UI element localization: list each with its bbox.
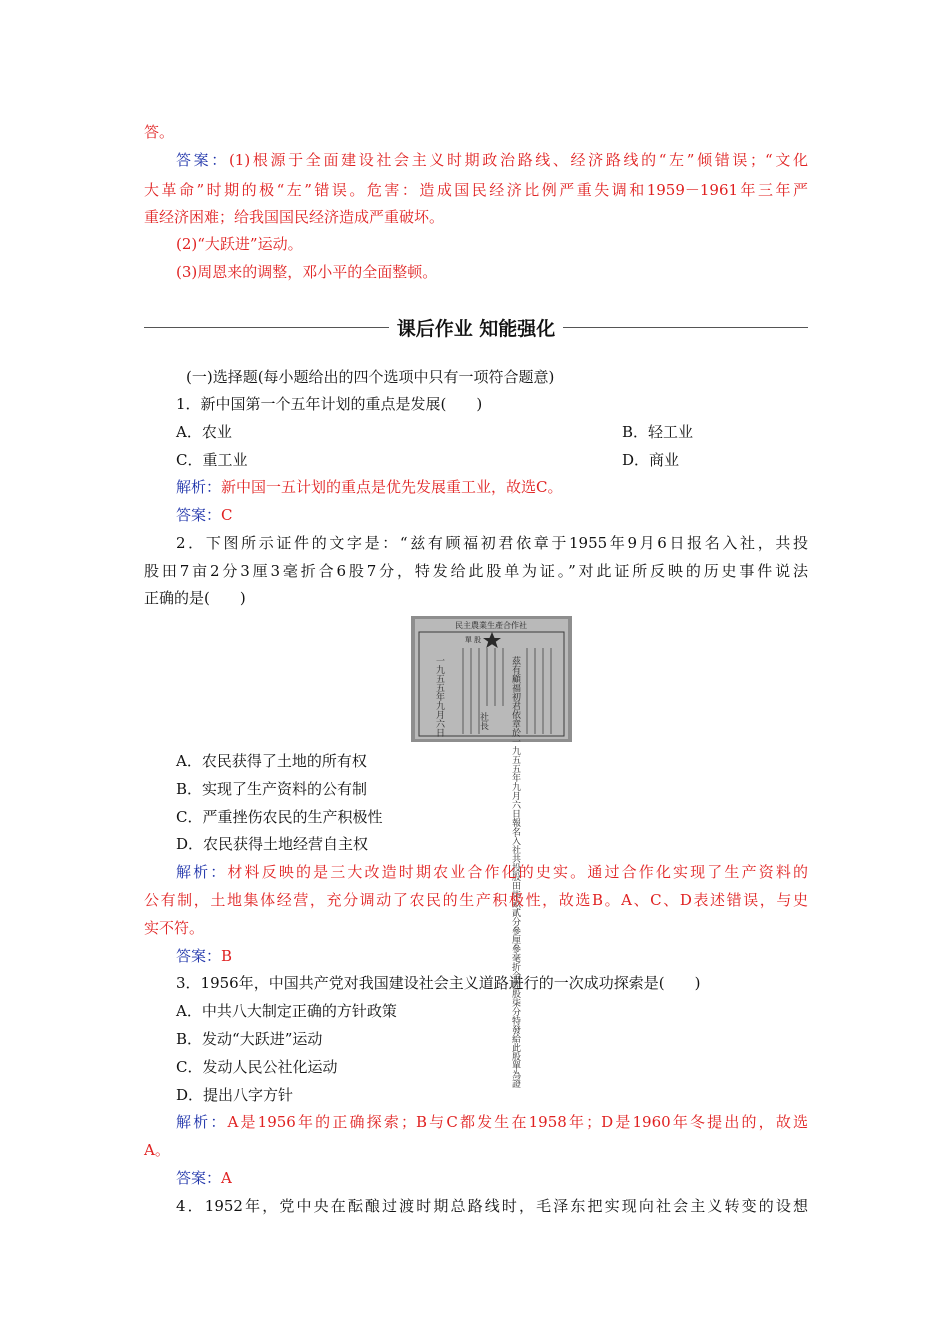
answer-label: 答案：	[176, 947, 222, 965]
option-a: A．农民获得了土地的所有权	[176, 752, 367, 770]
answer: 答案：B	[176, 947, 233, 965]
answer-label: 答案：	[176, 506, 222, 524]
question-stem: 3．1956年，中国共产党对我国建设社会主义道路进行的一次成功探索是( )	[176, 974, 701, 992]
prev-answer-line: 大革命”时期的极“左”错误。危害：造成国民经济比例严重失调和1959－1961年三年严	[144, 181, 808, 199]
option-b: B．实现了生产资料的公有制	[176, 780, 368, 798]
divider	[144, 327, 389, 328]
analysis: 实不符。	[144, 919, 205, 937]
option-a: A．农业	[176, 423, 232, 441]
option-d: D．商业	[622, 451, 680, 469]
option-d: D．农民获得土地经营自主权	[176, 835, 369, 853]
answer-label: 答案：	[176, 151, 229, 169]
analysis: A。	[144, 1141, 170, 1159]
question-stem: 正确的是( )	[144, 589, 246, 607]
analysis: 解析：新中国一五计划的重点是优先发展重工业，故选C。	[176, 478, 563, 496]
option-c: C．重工业	[176, 451, 248, 469]
analysis-label: 解析：	[176, 863, 228, 881]
prev-answer-line: 答案：(1)根源于全面建设社会主义时期政治路线、经济路线的“左”倾错误；“文化	[176, 151, 808, 169]
photo-sign: 社長	[478, 712, 488, 730]
answer: 答案：A	[176, 1169, 232, 1187]
section-header	[144, 313, 808, 341]
prev-answer-line: (2)“大跃进”运动。	[176, 235, 303, 253]
option-row	[176, 422, 808, 442]
divider	[563, 327, 808, 328]
question-stem: 股田7亩2分3厘3毫折合6股7分，特发给此股单为证。”对此证所反映的历史事件说法	[144, 562, 808, 580]
option-d: D．提出八字方针	[176, 1086, 294, 1104]
certificate-image	[411, 616, 572, 1088]
prev-answer-line: (3)周恩来的调整，邓小平的全面整顿。	[176, 263, 438, 281]
group-title: (一)选择题(每小题给出的四个选项中只有一项符合题意)	[186, 368, 555, 386]
answer-label: 答案：	[176, 1169, 222, 1187]
certificate-photo	[411, 616, 572, 1088]
option-b: B．轻工业	[622, 423, 694, 441]
question-stem: 4．1952年，党中央在酝酿过渡时期总路线时，毛泽东把实现向社会主义转变的设想	[176, 1197, 808, 1215]
analysis-label: 解析：	[176, 1113, 228, 1131]
photo-subtitle: 單 股	[464, 636, 482, 644]
option-a: A．中共八大制定正确的方针政策	[176, 1002, 397, 1020]
option-c: C．发动人民公社化运动	[176, 1058, 338, 1076]
analysis: 解析：A是1956年的正确探索；B与C都发生在1958年；D是1960年冬提出的，故选	[176, 1113, 808, 1131]
photo-text-left: 一九五五年九月六日	[434, 656, 444, 737]
photo-text-right: 茲有顧福初君依章於一九五五年九月六日報名入社共投股田柒畝貳分參厘參毫折合陸股柒分特發給此股單為證	[510, 656, 520, 1088]
prev-answer-line: 重经济困难；给我国国民经济造成严重破坏。	[144, 208, 445, 226]
section-title: 课后作业 知能强化	[396, 317, 556, 340]
analysis-label: 解析：	[176, 478, 222, 496]
question-stem: 2．下图所示证件的文字是：“兹有顾福初君依章于1955年9月6日报名入社，共投	[176, 534, 808, 552]
prev-answer-tail: 答。	[144, 123, 175, 141]
analysis: 公有制，土地集体经营，充分调动了农民的生产积极性，故选B。A、C、D表述错误，与史	[144, 891, 808, 909]
question-stem: 1．新中国第一个五年计划的重点是发展( )	[176, 395, 483, 413]
answer: 答案：C	[176, 506, 233, 524]
option-b: B．发动“大跃进”运动	[176, 1030, 323, 1048]
photo-title: 民主農業生產合作社	[455, 621, 527, 630]
analysis: 解析：材料反映的是三大改造时期农业合作化的史实。通过合作化实现了生产资料的	[176, 863, 808, 881]
option-row	[176, 450, 808, 470]
option-c: C．严重挫伤农民的生产积极性	[176, 808, 383, 826]
